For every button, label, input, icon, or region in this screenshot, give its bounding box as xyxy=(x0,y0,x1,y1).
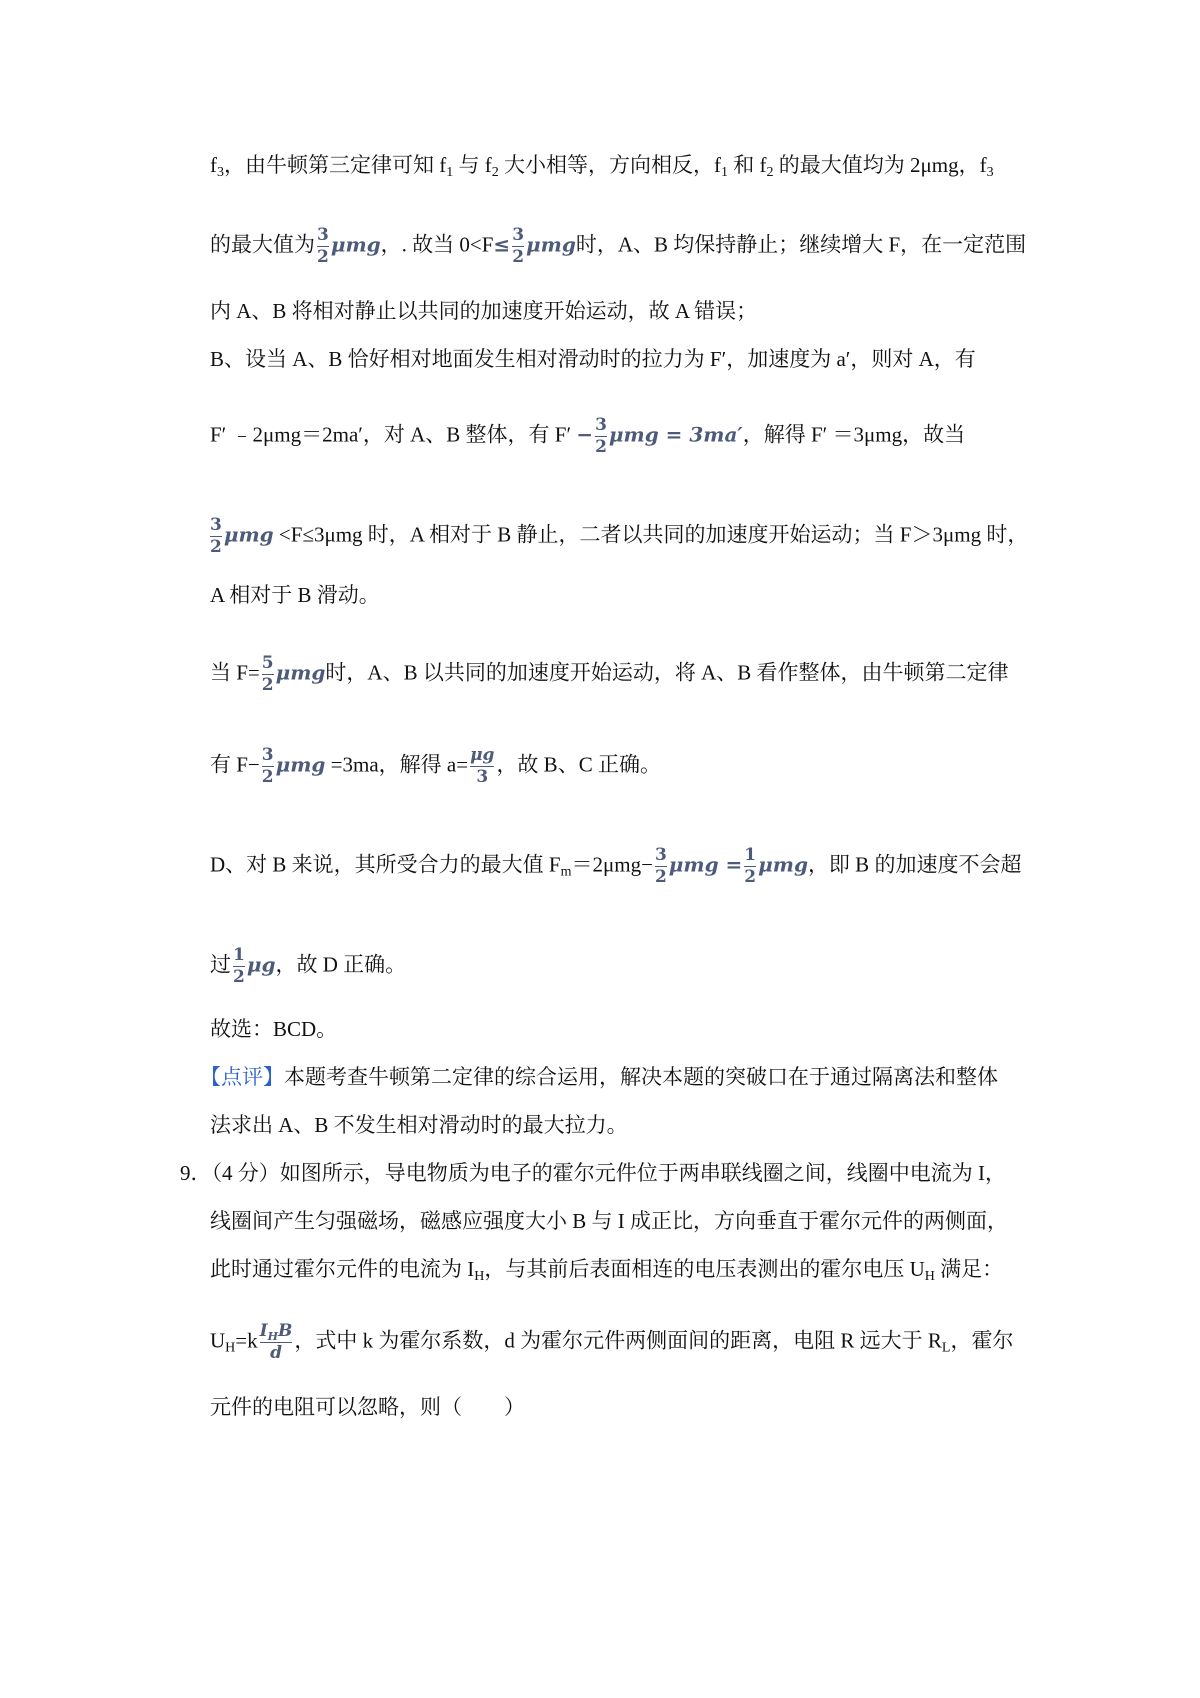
comment-tag: 【点评】 xyxy=(200,1065,284,1089)
fraction-image xyxy=(470,746,494,787)
solution-line-9 xyxy=(210,746,1020,787)
text: 的最大值均为 2μmg，f xyxy=(773,153,987,177)
fraction-denominator: 2 xyxy=(595,437,607,457)
formula-image: μmg = 3ma′ xyxy=(608,422,743,447)
fraction-numerator: 3 xyxy=(317,225,329,245)
fraction-numerator: μg xyxy=(470,745,495,765)
formula-image: μmg = xyxy=(668,852,743,877)
text: F′ ﹣2μmg＝2ma′，对 A、B 整体，有 F′ xyxy=(210,422,577,447)
text: ，解得 F′ ＝3μmg，故当 xyxy=(742,422,966,447)
fraction-numerator: 3 xyxy=(595,415,607,435)
solution-line-7 xyxy=(210,580,1020,610)
subscript: 3 xyxy=(986,165,994,180)
subscript: H xyxy=(267,1330,278,1343)
formula-image: − xyxy=(576,422,594,447)
solution-line-3 xyxy=(210,296,1020,326)
text: ，由牛顿第三定律可知 f xyxy=(224,153,447,177)
formula-image: μmg xyxy=(223,522,274,547)
fraction-numerator: 3 xyxy=(210,515,222,535)
fraction-image xyxy=(260,1322,293,1363)
fraction-image xyxy=(512,226,524,267)
subscript: 2 xyxy=(766,165,774,180)
text: 时，A、B 均保持静止；继续增大 F，在一定范围 xyxy=(575,232,1027,257)
text: =k xyxy=(235,1328,258,1353)
text: （4 分）如图所示，导电物质为电子的霍尔元件位于两串联线圈之间，线圈中电流为 I， xyxy=(211,1161,1006,1185)
fraction-denominator: 2 xyxy=(744,867,757,887)
fraction-image xyxy=(262,654,274,695)
formula-image: μmg xyxy=(758,852,808,877)
question-9-line-3 xyxy=(210,1254,1020,1284)
fraction-denominator: 2 xyxy=(512,247,525,267)
question-9-line-2 xyxy=(210,1206,1020,1236)
solution-line-5 xyxy=(210,416,1020,457)
fraction-numerator: 1 xyxy=(744,845,757,865)
formula-image: ≤ xyxy=(493,232,511,257)
formula-image: μmg xyxy=(275,660,326,685)
subscript: H xyxy=(225,1340,236,1356)
text: ，与其前后表面相连的电压表测出的霍尔电压 U xyxy=(484,1257,925,1281)
fraction-image xyxy=(595,416,607,457)
text: 法求出 A、B 不发生相对滑动时的最大拉力。 xyxy=(210,1113,628,1137)
fraction-denominator: 2 xyxy=(317,247,329,267)
text: 满足： xyxy=(934,1257,1004,1281)
solution-line-8 xyxy=(210,654,1020,695)
fraction-denominator: 2 xyxy=(210,537,222,557)
solution-line-4 xyxy=(210,344,1020,374)
fraction-image xyxy=(655,846,667,887)
fraction-numerator: 1 xyxy=(233,945,245,965)
fraction-denominator: 2 xyxy=(261,767,274,787)
solution-line-2 xyxy=(210,225,1027,267)
question-9-line-5 xyxy=(210,1392,1020,1422)
subscript: m xyxy=(560,864,572,880)
text: 时，A、B 以共同的加速度开始运动，将 A、B 看作整体，由牛顿第二定律 xyxy=(325,660,1009,685)
answer-line xyxy=(210,1014,1020,1044)
fraction-numerator: 5 xyxy=(261,653,274,673)
text: 过 xyxy=(210,952,231,977)
subscript: H xyxy=(474,1269,485,1284)
text: 有 F− xyxy=(210,752,260,777)
fraction-image xyxy=(262,746,274,787)
subscript: H xyxy=(924,1269,935,1284)
text: 的最大值为 xyxy=(210,232,315,257)
fraction-denominator: d xyxy=(270,1343,282,1363)
text: ＝2μmg− xyxy=(571,852,653,877)
text: 本题考查牛顿第二定律的综合运用，解决本题的突破口在于通过隔离法和整体 xyxy=(284,1065,998,1089)
text: 和 f xyxy=(728,153,767,177)
fraction-denominator: 2 xyxy=(654,867,667,887)
text: 故选：BCD。 xyxy=(210,1017,338,1041)
text: 大小相等，方向相反，f xyxy=(498,153,721,177)
fraction-denominator: 3 xyxy=(476,767,489,787)
text: 当 F= xyxy=(210,660,260,685)
fraction-numerator xyxy=(260,1322,293,1341)
text: ，即 B 的加速度不会超 xyxy=(807,852,1022,877)
formula-image: μmg xyxy=(330,232,381,257)
question-9-line-4 xyxy=(210,1322,1020,1363)
fraction-denominator: 2 xyxy=(261,675,274,695)
text: B xyxy=(278,1321,293,1341)
fraction-image xyxy=(317,226,329,267)
fraction-image xyxy=(744,846,756,887)
text: ，式中 k 为霍尔系数，d 为霍尔元件两侧面间的距离，电阻 R 远大于 R xyxy=(294,1328,942,1353)
solution-line-11 xyxy=(210,946,1020,987)
question-9-line-1 xyxy=(180,1158,1020,1188)
text: =3ma，解得 a= xyxy=(325,752,469,777)
subscript: 1 xyxy=(446,165,454,180)
solution-line-6 xyxy=(210,515,1029,557)
fraction-image xyxy=(233,946,245,987)
subscript: 2 xyxy=(491,165,499,180)
text: 此时通过霍尔元件的电流为 I xyxy=(210,1257,475,1281)
fraction-numerator: 3 xyxy=(512,225,525,245)
formula-image: μg xyxy=(246,952,276,977)
comment-line-1 xyxy=(200,1062,1020,1092)
text: 线圈间产生匀强磁场，磁感应强度大小 B 与 I 成正比，方向垂直于霍尔元件的两侧面， xyxy=(210,1209,1008,1233)
text: 与 f xyxy=(453,153,492,177)
text: I xyxy=(259,1321,268,1341)
text: f xyxy=(210,153,217,177)
text: <F≤3μmg 时，A 相对于 B 静止，二者以共同的加速度开始运动；当 F＞3μmg 时， xyxy=(273,522,1029,547)
text: B、设当 A、B 恰好相对地面发生相对滑动时的拉力为 F′，加速度为 a′，则对 A，有 xyxy=(210,347,976,371)
text: ，. 故当 0<F xyxy=(380,232,494,257)
solution-line-1 xyxy=(210,150,1020,180)
subscript: 1 xyxy=(721,165,728,180)
text: 元件的电阻可以忽略，则（ ） xyxy=(210,1395,525,1419)
text: A 相对于 B 滑动。 xyxy=(210,583,380,607)
question-number: 9． xyxy=(180,1161,212,1185)
subscript: L xyxy=(941,1340,951,1356)
text: U xyxy=(210,1328,226,1353)
comment-line-2 xyxy=(210,1110,1020,1140)
fraction-denominator: 2 xyxy=(233,967,245,987)
text: D、对 B 来说，其所受合力的最大值 F xyxy=(210,852,561,877)
formula-image: μmg xyxy=(275,752,326,777)
fraction-numerator: 3 xyxy=(261,745,274,765)
subscript: 3 xyxy=(217,165,224,180)
text: ，故 D 正确。 xyxy=(275,952,407,977)
text: ，霍尔 xyxy=(950,1328,1014,1353)
text: 内 A、B 将相对静止以共同的加速度开始运动，故 A 错误； xyxy=(210,299,758,323)
fraction-image xyxy=(210,516,222,557)
text: ，故 B、C 正确。 xyxy=(496,752,661,777)
solution-line-10 xyxy=(210,846,1020,887)
formula-image: μmg xyxy=(526,232,576,257)
fraction-numerator: 3 xyxy=(654,845,667,865)
